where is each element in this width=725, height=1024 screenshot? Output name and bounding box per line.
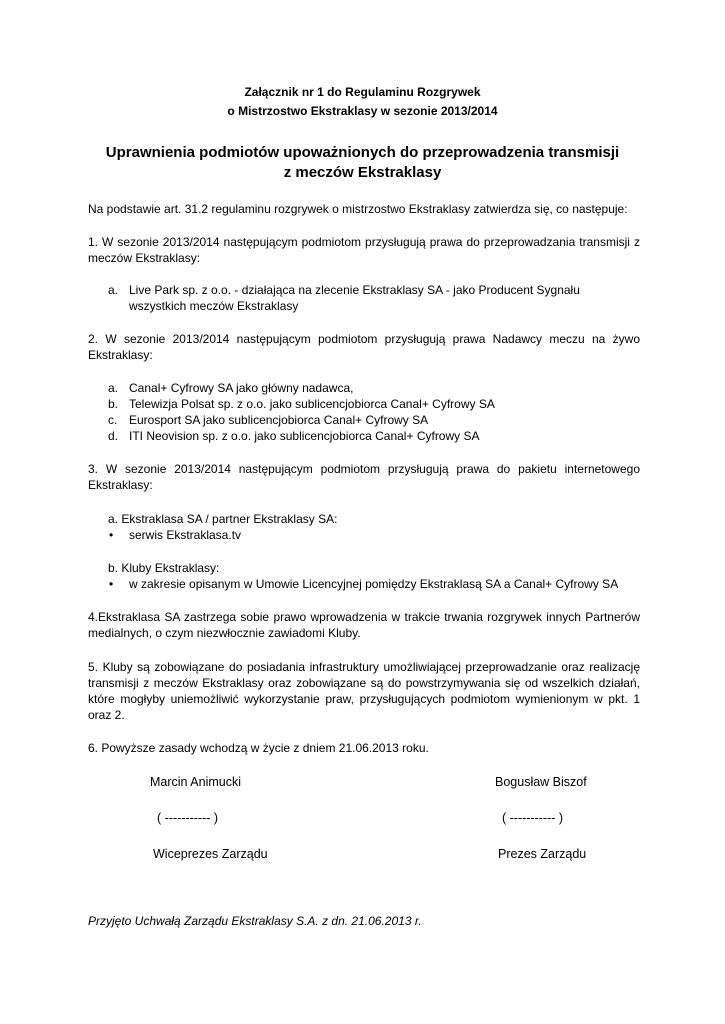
section-2-item-c-label: c. (108, 413, 118, 427)
intro-paragraph: Na podstawie art. 31.2 regulaminu rozgrywek o mistrzostwo Ekstraklasy zatwierdza się, co następuje: (88, 202, 628, 216)
signature-right-placeholder: ( ----------- ) (502, 811, 564, 825)
signature-left-placeholder: ( ----------- ) (157, 811, 219, 825)
section-3-group-b-heading: b. Kluby Ekstraklasy: (108, 561, 220, 575)
section-3-group-a-bullet: serwis Ekstraklasa.tv (129, 528, 242, 542)
section-1-item-a-line-2: wszystkich meczów Ekstraklasy (129, 299, 299, 313)
title-line-2: z meczów Ekstraklasy (283, 164, 442, 181)
section-2-item-b: Telewizja Polsat sp. z o.o. jako sublicencjobiorca Canal+ Cyfrowy SA (129, 397, 495, 411)
section-3-text: 3. W sezonie 2013/2014 następującym podmiotom przysługują prawa do pakietu internetowego Ekstraklasy: (88, 462, 640, 492)
section-4-text: 4.Ekstraklasa SA zastrzega sobie prawo wprowadzenia w trakcie trwania rozgrywek innych Partnerów medialnych, o czym niezwłocznie zawiadomi Kluby. (88, 610, 640, 640)
signature-right-name: Bogusław Biszof (495, 775, 587, 789)
section-2-item-a-label: a. (108, 381, 119, 395)
signature-left-name: Marcin Animucki (150, 775, 241, 789)
section-6-text: 6. Powyższe zasady wchodzą w życie z dniem 21.06.2013 roku. (88, 741, 429, 755)
signature-left-role: Wiceprezes Zarządu (153, 847, 268, 861)
section-1-item-a-line-1: Live Park sp. z o.o. - działająca na zlecenie Ekstraklasy SA - jako Producent Sygnału (129, 283, 580, 297)
section-2-text: 2. W sezonie 2013/2014 następującym podmiotom przysługują prawa Nadawcy meczu na żywo Ekstraklasy: (88, 332, 640, 362)
title-line-1: Uprawnienia podmiotów upoważnionych do przeprowadzenia transmisji (105, 144, 620, 161)
section-3-group-a-heading: a. Ekstraklasa SA / partner Ekstraklasy SA: (108, 512, 338, 526)
section-3-group-b-bullet: w zakresie opisanym w Umowie Licencyjnej pomiędzy Ekstraklasą SA a Canal+ Cyfrowy SA (129, 577, 619, 591)
bullet-icon: • (109, 528, 114, 542)
section-2-item-b-label: b. (108, 397, 119, 411)
header-line-1: Załącznik nr 1 do Regulaminu Rozgrywek (244, 85, 481, 99)
section-2-item-c: Eurosport SA jako sublicencjobiorca Canal+ Cyfrowy SA (129, 413, 429, 427)
signature-right-role: Prezes Zarządu (498, 847, 587, 861)
bullet-icon: • (109, 577, 114, 591)
section-1-item-a-label: a. (108, 283, 119, 297)
footer-note: Przyjęto Uchwałą Zarządu Ekstraklasy S.A. z dn. 21.06.2013 r. (88, 914, 422, 928)
section-2-item-d-label: d. (108, 429, 119, 443)
section-2-item-d: ITI Neovision sp. z o.o. jako sublicencjobiorca Canal+ Cyfrowy SA (129, 429, 480, 443)
header-line-2: o Mistrzostwo Ekstraklasy w sezonie 2013/2014 (227, 104, 498, 118)
section-1-text: 1. W sezonie 2013/2014 następującym podmiotom przysługują prawa do przeprowadzania transmisji z meczów Ekstraklasy: (88, 235, 640, 265)
section-2-item-a: Canal+ Cyfrowy SA jako główny nadawca, (129, 381, 354, 395)
section-5-text: 5. Kluby są zobowiązane do posiadania infrastruktury umożliwiającej przeprowadzanie oraz realizację transmisji z meczów Ekstraklasy oraz zobowiązane są do powstrzymywania się od wszelkich działań, które mogłyby uniemożliwić wykorzystanie praw, przysługujących podmiotom wymienionym w pkt. 1 oraz 2. (88, 660, 640, 722)
